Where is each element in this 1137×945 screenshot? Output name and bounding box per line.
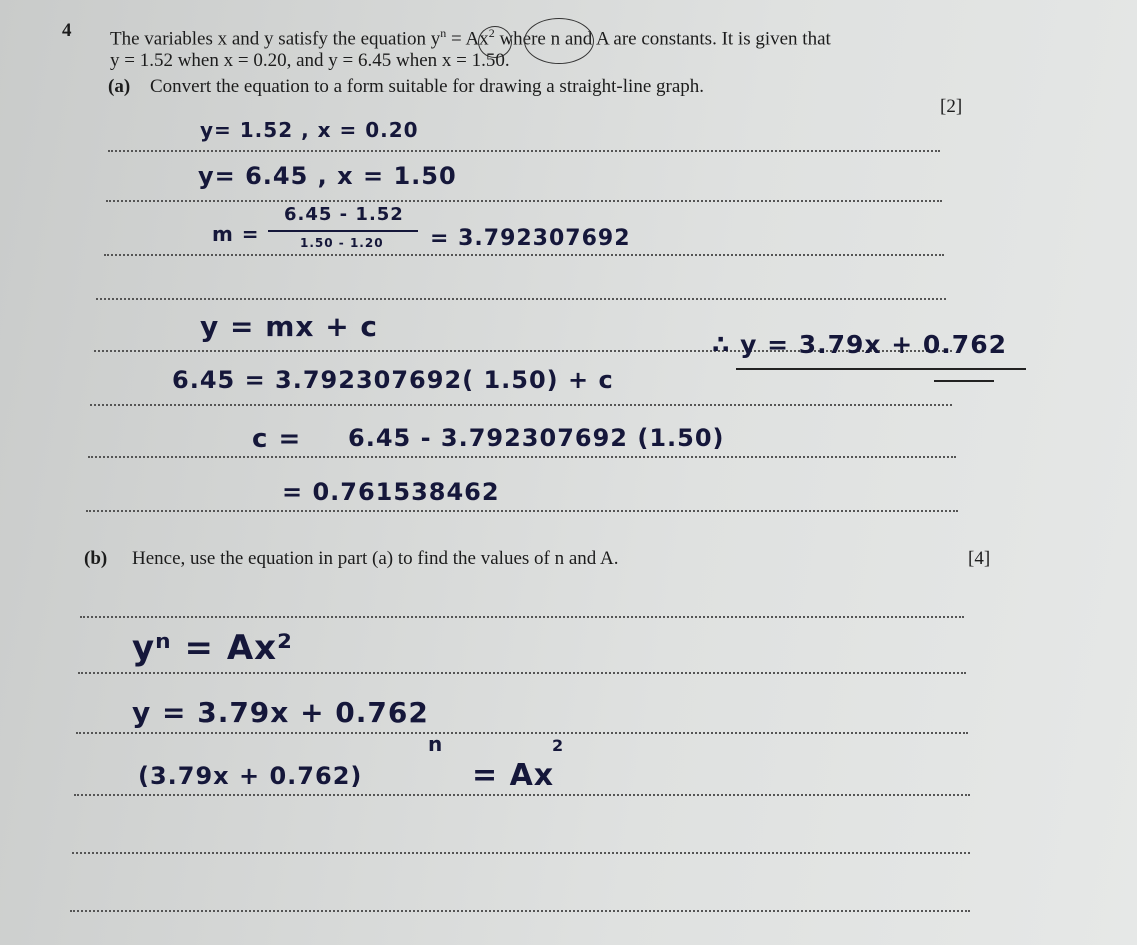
part-b-text: Hence, use the equation in part (a) to find the values of n and A.: [132, 548, 619, 569]
answer-line: [86, 510, 958, 512]
answer-line: [104, 254, 944, 256]
hw-exponent-n: n: [428, 732, 444, 756]
answer-line: [78, 672, 966, 674]
answer-line: [96, 298, 946, 300]
part-a-label: (a): [108, 76, 131, 97]
hw-given-2: y= 6.45 , x = 1.50: [198, 162, 457, 190]
hw-line-equation: y = mx + c: [200, 310, 378, 343]
part-a-marks: [2]: [940, 96, 963, 117]
hw-fraction-bar: [268, 230, 418, 232]
hw-gradient-label: m =: [212, 222, 260, 246]
hw-c-value: = 0.761538462: [282, 478, 500, 506]
part-b-marks: [4]: [968, 548, 991, 569]
answer-line: [80, 616, 964, 618]
answer-line: [88, 456, 956, 458]
hw-underline: [934, 380, 994, 382]
question-number: 4: [62, 20, 72, 41]
answer-line: [90, 404, 952, 406]
ink-circle-Ax2: [524, 18, 594, 64]
hw-c-label: c =: [252, 424, 302, 454]
answer-line: [70, 910, 970, 912]
part-a-text: Convert the equation to a form suitable for drawing a straight-line graph.: [150, 76, 705, 97]
answer-line: [74, 794, 970, 796]
hw-substituted-rhs: = Ax: [472, 758, 555, 793]
hw-straight-line: y = 3.79x + 0.762: [132, 696, 429, 729]
hw-final-equation: ∴ y = 3.79x + 0.762: [712, 330, 1007, 359]
question-stem-line2: y = 1.52 when x = 0.20, and y = 6.45 when x = 1.50.: [110, 50, 510, 71]
hw-c-expression: 6.45 - 3.792307692 (1.50): [348, 424, 725, 452]
hw-exponent-2: 2: [552, 736, 565, 755]
hw-given-1: y= 1.52 , x = 0.20: [200, 118, 419, 142]
question-stem-line1: The variables x and y satisfy the equation $y^n = Ax^2$ where n and A are constants. It is given that: [110, 26, 831, 50]
hw-gradient-numerator: 6.45 - 1.52: [284, 204, 404, 225]
hw-substitution: 6.45 = 3.792307692( 1.50) + c: [172, 366, 614, 394]
answer-line: [72, 852, 970, 854]
answer-line: [108, 150, 940, 152]
hw-original-equation: yⁿ = Ax²: [132, 628, 293, 668]
answer-line: [76, 732, 968, 734]
hw-gradient-result: = 3.792307692: [430, 226, 631, 251]
hw-underline: [736, 368, 1026, 370]
hw-gradient-denominator: 1.50 - 1.20: [300, 236, 384, 250]
hw-substituted-lhs: (3.79x + 0.762): [138, 762, 363, 790]
part-b-label: (b): [84, 548, 108, 569]
answer-line: [106, 200, 942, 202]
